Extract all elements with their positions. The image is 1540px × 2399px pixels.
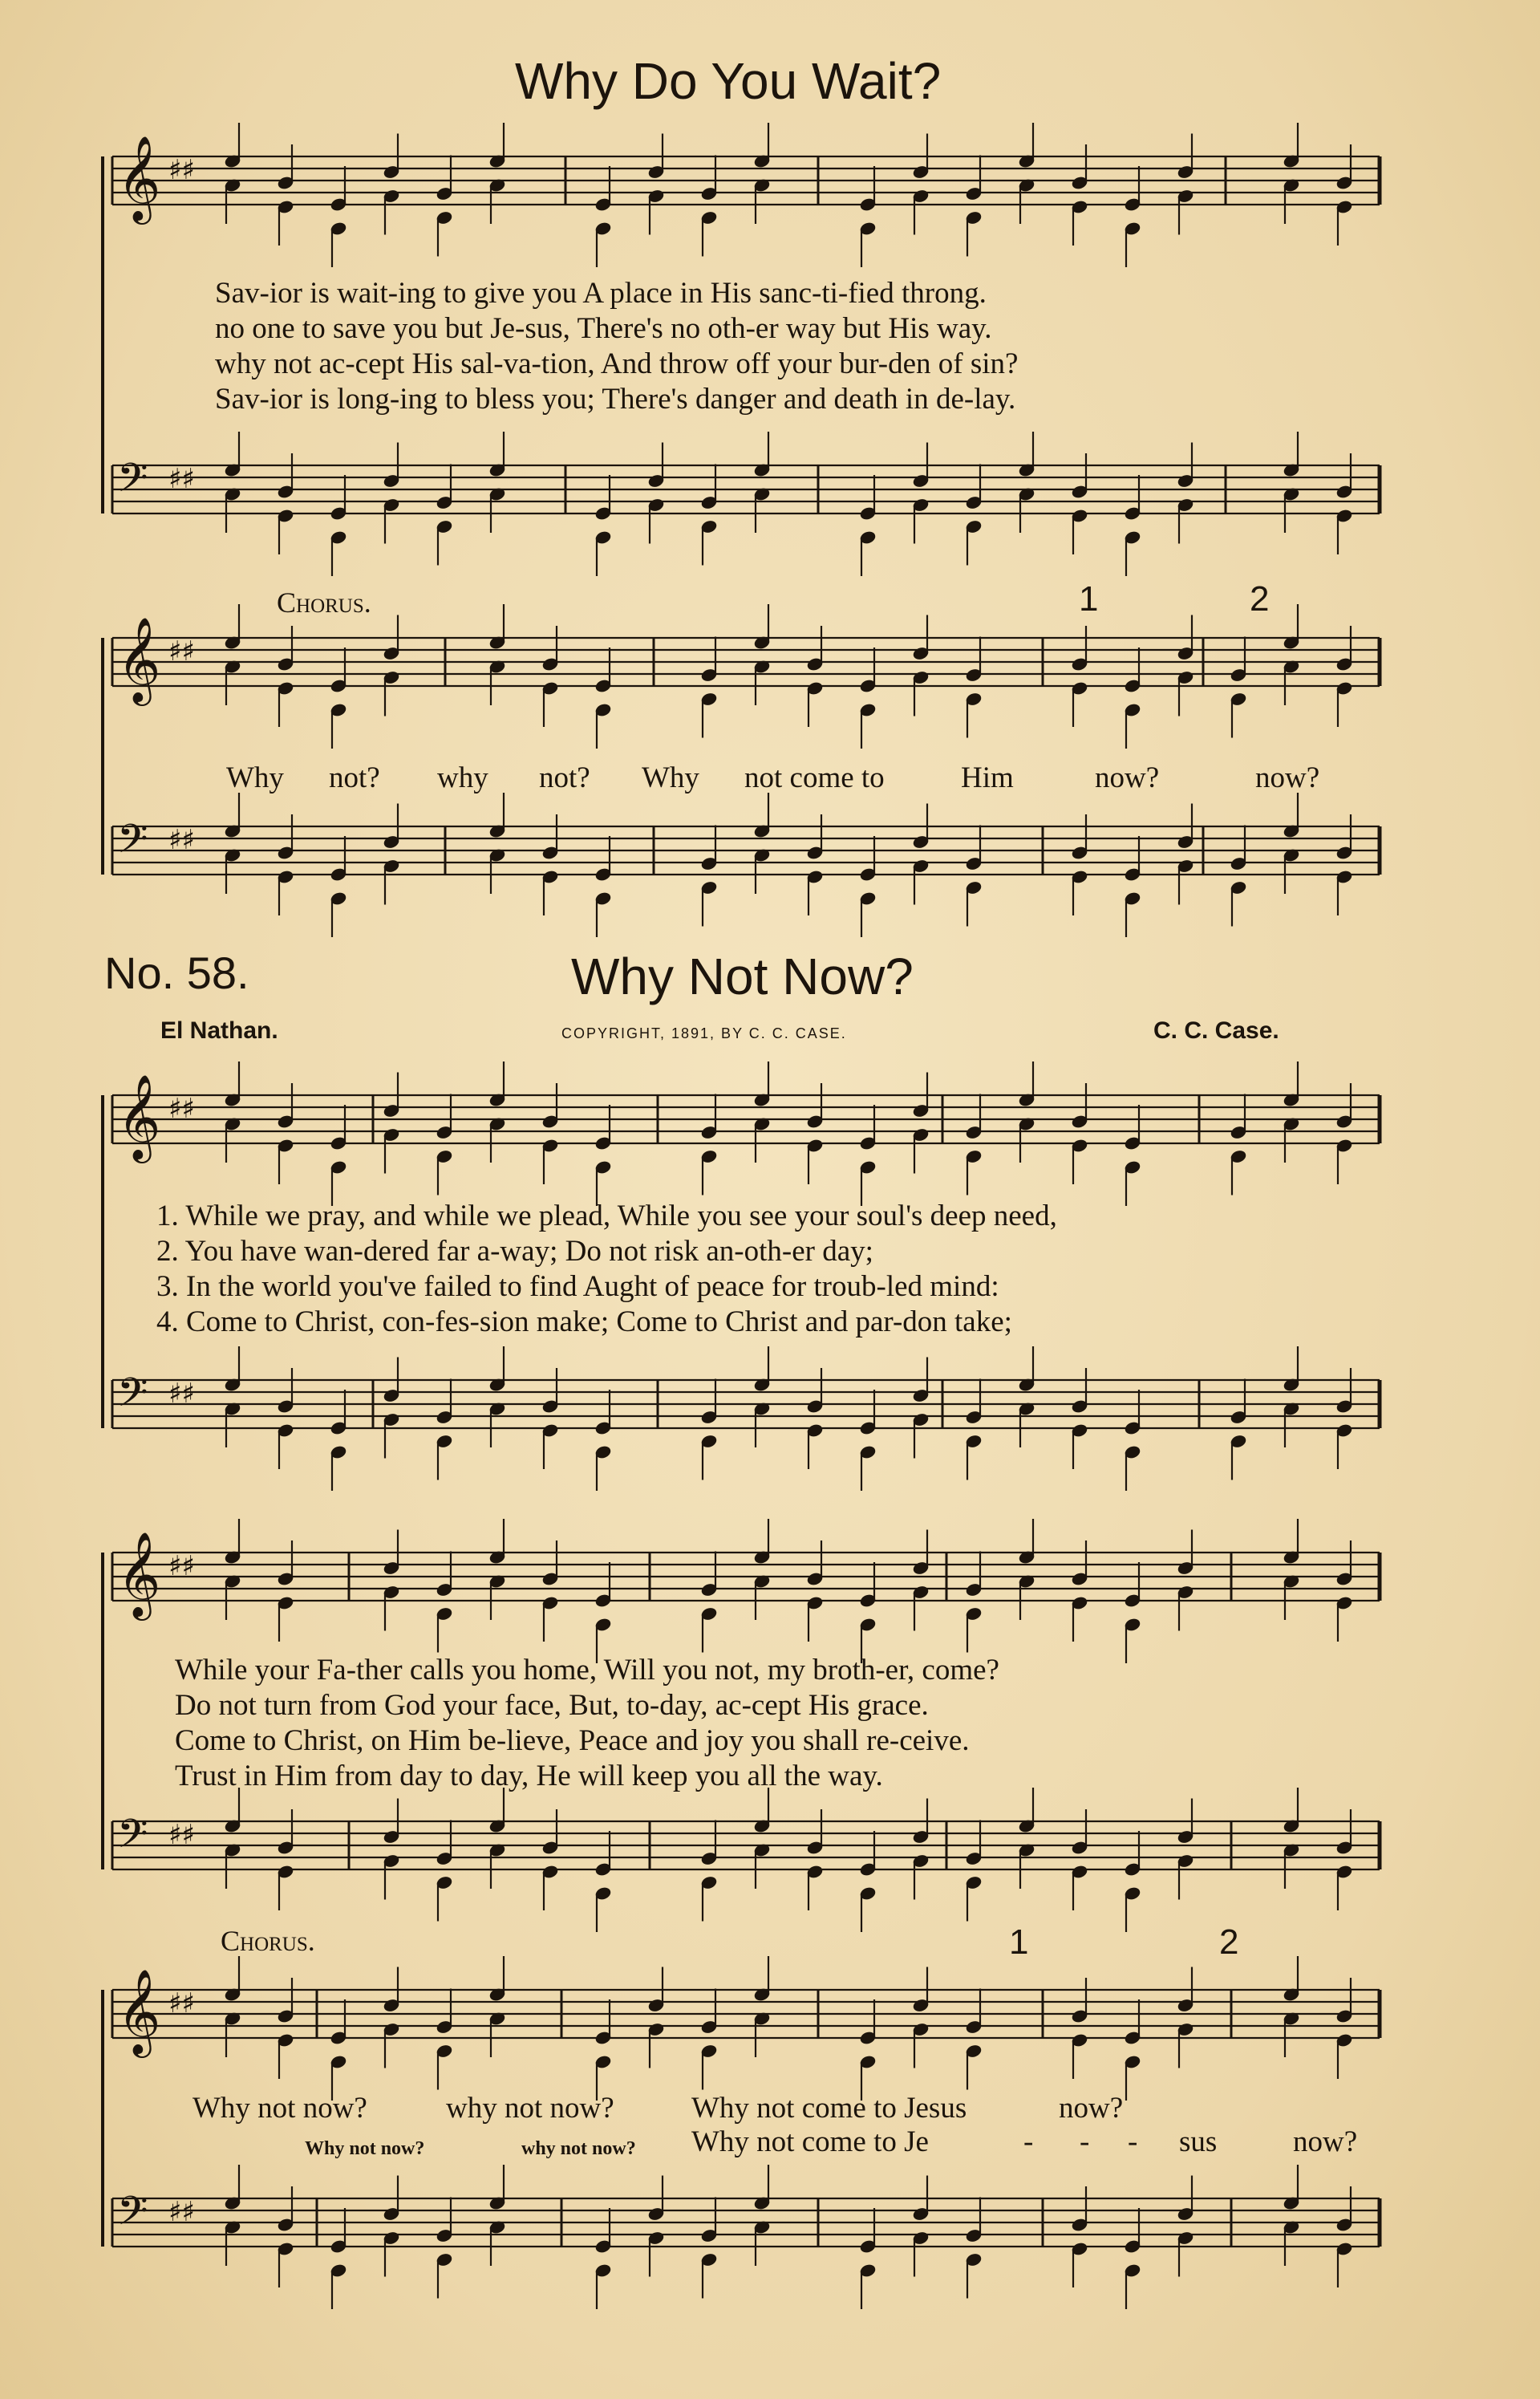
chorus-word: sus [1179,2125,1218,2158]
prev-verse-line: Sav-ior is wait-ing to give you A place in His sanc-ti-fied throng. [215,277,987,310]
hymn-number: No. 58. [104,948,249,998]
svg-text:♯♯: ♯♯ [168,1378,195,1410]
prev-chorus-word: now? [1255,761,1320,794]
verse-line: 4. Come to Christ, con-fes-sion make; Come to Christ and par-don take; [156,1305,1012,1338]
prev-chorus-word: not? [329,761,380,794]
svg-text:𝄞: 𝄞 [117,1531,161,1617]
chorus-word: - [1080,2125,1090,2158]
prev-hymn-title: Why Do You Wait? [515,52,942,110]
chorus-word: now? [1293,2125,1358,2158]
svg-text:♯♯: ♯♯ [168,1093,195,1125]
svg-text:𝄞: 𝄞 [117,135,161,221]
prev-chorus-word: Why [226,761,284,794]
svg-text:𝄞: 𝄞 [117,1968,161,2054]
svg-text:𝄢: 𝄢 [117,1811,148,1867]
svg-text:♯♯: ♯♯ [168,463,195,495]
verse-line: Come to Christ, on Him be-lieve, Peace and joy you shall re-ceive. [175,1724,970,1757]
prev-verse-line: Sav-ior is long-ing to bless you; There's danger and death in de-lay. [215,383,1016,416]
svg-text:𝄢: 𝄢 [117,455,148,511]
chorus-word: Why not now? [192,2092,367,2125]
verse-line: While your Fa-ther calls you home, Will you not, my broth-er, come? [175,1654,999,1687]
ending-1: 1 [1009,1922,1029,1962]
chorus-word: now? [1059,2092,1124,2125]
svg-text:𝄞: 𝄞 [117,616,161,702]
prev-verse-line: why not ac-cept His sal-va-tion, And throw off your bur-den of sin? [215,347,1019,380]
verse-line: 1. While we pray, and while we plead, While you see your soul's deep need, [156,1200,1057,1232]
chorus-word: - [1023,2125,1034,2158]
prev-chorus-word: Why [642,761,699,794]
svg-text:♯♯: ♯♯ [168,154,195,186]
chorus-word: why not now? [446,2092,614,2125]
prev-verse-lyrics [215,276,1018,417]
svg-text:𝄞: 𝄞 [117,1074,161,1159]
chorus-word: - [1128,2125,1138,2158]
hymn-copyright: COPYRIGHT, 1891, BY C. C. CASE. [561,1025,847,1041]
prev-ending-1: 1 [1079,579,1099,619]
prev-chorus-word: Him [961,761,1014,794]
prev-chorus-word: now? [1095,761,1160,794]
verse-line: 2. You have wan-dered far a-way; Do not risk an-oth-er day; [156,1235,873,1268]
svg-text:♯♯: ♯♯ [168,2196,195,2228]
chorus-word: Why not come to Je [691,2125,929,2158]
hymn-title: Why Not Now? [571,948,914,1005]
svg-text:♯♯: ♯♯ [168,824,195,856]
hymn-composer: C. C. Case. [1153,1017,1279,1044]
ending-2: 2 [1219,1922,1239,1962]
verse-line: Do not turn from God your face, But, to-day, ac-cept His grace. [175,1689,929,1722]
verse-line: 3. In the world you've failed to find Aught of peace for troub-led mind: [156,1270,999,1303]
svg-text:𝄢: 𝄢 [117,2188,148,2244]
chorus-word: Why not come to Jesus [691,2092,967,2125]
verses-part2 [175,1653,999,1794]
prev-verse-line: no one to save you but Je-sus, There's no oth-er way but His way. [215,312,992,345]
chorus-word: why not now? [521,2138,636,2159]
chorus-word: Why not now? [305,2138,425,2159]
prev-chorus-word: why [437,761,488,794]
prev-chorus-word: not come to [744,761,885,794]
svg-text:♯♯: ♯♯ [168,1550,195,1582]
svg-text:♯♯: ♯♯ [168,635,195,668]
svg-text:𝄢: 𝄢 [117,816,148,872]
prev-chorus-word: not? [539,761,590,794]
svg-text:♯♯: ♯♯ [168,1819,195,1851]
verse-line: Trust in Him from day to day, He will keep you all the way. [175,1760,883,1792]
hymn-author: El Nathan. [160,1017,278,1044]
svg-text:𝄢: 𝄢 [117,1370,148,1426]
prev-chorus-label: Chorus. [277,587,371,619]
svg-text:♯♯: ♯♯ [168,1987,195,2019]
prev-ending-2: 2 [1250,579,1270,619]
verses-part1 [156,1199,1057,1340]
chorus-label: Chorus. [221,1925,315,1957]
